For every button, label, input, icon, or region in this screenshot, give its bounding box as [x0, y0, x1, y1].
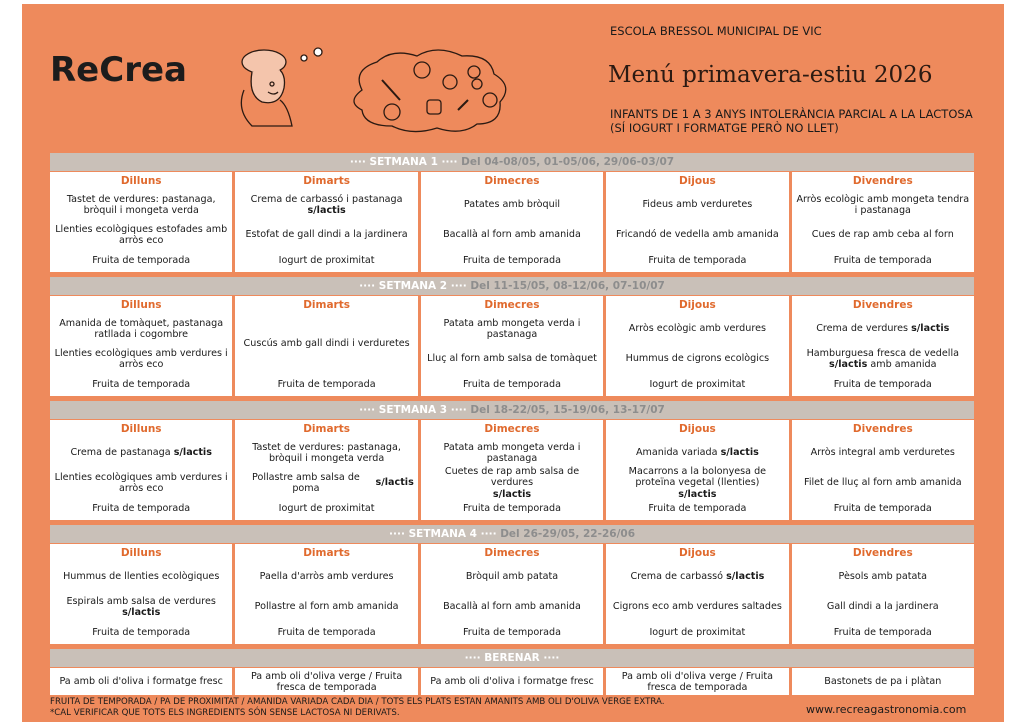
dish: Hummus de cigrons ecològics: [625, 353, 770, 365]
week-4-monday: [50, 544, 232, 644]
dish: Fruita de temporada: [92, 503, 191, 515]
menu-subtitle: [610, 107, 1000, 135]
week-2-tuesday: [235, 296, 417, 396]
snack-bar: ···· BERENAR ····: [50, 649, 974, 667]
dish: Crema de pastanaga s/lactis: [70, 447, 212, 459]
day-header: Dilluns: [120, 175, 162, 187]
dish: Cigrons eco amb verdures saltades: [612, 601, 782, 613]
dish: Pollastre amb salsa de poma s/lactis: [252, 471, 414, 494]
footer-notes: [50, 697, 664, 718]
week-4-wednesday: [421, 544, 603, 644]
dish: Patates amb bròquil: [463, 199, 561, 211]
dish: Fruita de temporada: [277, 379, 376, 391]
menu-sheet: [22, 4, 1004, 722]
menu-title: Menú primavera-estiu 2026: [608, 62, 933, 88]
dish: Fideus amb verduretes: [642, 199, 753, 211]
dish: Filet de lluç al forn amb amanida: [804, 477, 962, 489]
snack-item: Pa amb oli d'oliva verge / Fruita fresca de temporada: [235, 668, 417, 695]
week-2-friday: [792, 296, 974, 396]
snack-item: Bastonets de pa i plàtan: [792, 668, 974, 695]
snack-item: Pa amb oli d'oliva i formatge fresc: [50, 668, 232, 695]
subtitle-line-2: (SÍ IOGURT I FORMATGE PERÒ NO LLET): [610, 121, 839, 135]
dish: Macarrons a la bolonyesa de proteïna vegetal (llenties) s/lactis: [628, 465, 767, 500]
week-1-wednesday: [421, 172, 603, 272]
footer-line-2: *CAL VERIFICAR QUE TOTS ELS INGREDIENTS SÓN SENSE LACTOSA NI DERIVATS.: [50, 707, 400, 718]
dish: Espirals amb salsa de verdures s/lactis: [66, 595, 216, 618]
week-1-tuesday: [235, 172, 417, 272]
week-3-bar: [50, 401, 974, 419]
day-header: Dijous: [678, 423, 716, 435]
dish: Fruita de temporada: [833, 255, 932, 267]
day-header: Dimecres: [484, 175, 540, 187]
day-header: Dijous: [678, 547, 716, 559]
dish: Fruita de temporada: [462, 379, 561, 391]
subtitle-line-1: INFANTS DE 1 A 3 ANYS INTOLERÀNCIA PARCIAL A LA LACTOSA: [610, 107, 973, 121]
dish: Crema de verdures s/lactis: [816, 323, 950, 335]
week-3-thursday: [606, 420, 788, 520]
dish: Iogurt de proximitat: [649, 627, 746, 639]
dish: Crema de carbassó i pastanaga s/lactis: [250, 193, 403, 216]
week-4-tuesday: [235, 544, 417, 644]
dish: Llenties ecològiques amb verdures i arròs eco: [54, 471, 228, 494]
dish: Fruita de temporada: [833, 503, 932, 515]
dish: Iogurt de proximitat: [649, 379, 746, 391]
week-1-thursday: [606, 172, 788, 272]
week-2-wednesday: [421, 296, 603, 396]
dish: Llenties ecològiques estofades amb arròs eco: [55, 223, 228, 246]
week-3-monday: [50, 420, 232, 520]
day-header: Dimarts: [303, 175, 350, 187]
week-4-bar: [50, 525, 974, 543]
week-2-monday: [50, 296, 232, 396]
footer-line-1: FRUITA DE TEMPORADA / PA DE PROXIMITAT / AMANIDA VARIADA CADA DIA / TOTS ELS PLATS ESTAN AMANITS AMB OLI D'OLIVA VERGE EXTRA.: [50, 697, 665, 707]
dish: Cuetes de rap amb salsa de verdures s/lactis: [444, 465, 580, 500]
dish: Fruita de temporada: [648, 503, 747, 515]
dish: Fricandó de vedella amb amanida: [616, 229, 779, 241]
week-2-label: ···· SETMANA 2 ····: [359, 280, 467, 292]
dish: Tastet de verdures: pastanaga, bròquil i mongeta verda: [252, 441, 401, 464]
week-3-wednesday: [421, 420, 603, 520]
week-1-dates: Del 04-08/05, 01-05/06, 29/06-03/07: [461, 156, 675, 168]
dish: Fruita de temporada: [462, 627, 561, 639]
recrea-logo: ReCrea: [50, 50, 187, 90]
week-1-grid: [50, 172, 974, 272]
dish: Iogurt de proximitat: [278, 503, 375, 515]
snack-row: [50, 668, 974, 695]
week-2-thursday: [606, 296, 788, 396]
day-header: Dimarts: [303, 547, 350, 559]
dish: Estofat de gall dindi a la jardinera: [245, 229, 408, 241]
dish: Bacallà al forn amb amanida: [443, 601, 581, 613]
dish: Fruita de temporada: [462, 255, 561, 267]
dish: Cuscús amb gall dindi i verduretes: [243, 338, 410, 350]
dish: Patata amb mongeta verda i pastanaga: [443, 317, 581, 340]
week-4-dates: Del 26-29/05, 22-26/06: [500, 528, 636, 540]
dish: Crema de carbassó s/lactis: [630, 571, 765, 583]
dish: Hummus de llenties ecològiques: [63, 571, 220, 583]
day-header: Dimarts: [303, 423, 350, 435]
dish: Tastet de verdures: pastanaga, bròquil i mongeta verda: [66, 193, 216, 216]
week-4-thursday: [606, 544, 788, 644]
day-header: Dimecres: [484, 547, 540, 559]
dish: Arròs integral amb verduretes: [810, 447, 955, 459]
dish: Fruita de temporada: [92, 627, 191, 639]
week-1-friday: [792, 172, 974, 272]
week-3-grid: [50, 420, 974, 520]
week-3-tuesday: [235, 420, 417, 520]
dish: Amanida variada s/lactis: [635, 447, 759, 459]
dish: Iogurt de proximitat: [278, 255, 375, 267]
dish: Fruita de temporada: [833, 627, 932, 639]
snack-item: Pa amb oli d'oliva verge / Fruita fresca de temporada: [606, 668, 788, 695]
day-header: Dilluns: [120, 423, 162, 435]
dish: Fruita de temporada: [277, 627, 376, 639]
dish: Llenties ecològiques amb verdures i arròs eco: [54, 347, 228, 370]
day-header: Divendres: [852, 423, 913, 435]
week-3-label: ···· SETMANA 3 ····: [359, 404, 467, 416]
website-link[interactable]: www.recreagastronomia.com: [806, 703, 967, 716]
dish: Gall dindi a la jardinera: [826, 601, 939, 613]
dish: Arròs ecològic amb verdures: [628, 323, 766, 335]
dish: Bacallà al forn amb amanida: [443, 229, 581, 241]
dish: Patata amb mongeta verda i pastanaga: [443, 441, 581, 464]
week-1-label: ···· SETMANA 1 ····: [349, 156, 458, 168]
week-2-bar: [50, 277, 974, 295]
day-header: Dimarts: [303, 299, 350, 311]
dish: Fruita de temporada: [92, 379, 191, 391]
day-header: Divendres: [852, 547, 913, 559]
day-header: Dilluns: [120, 547, 162, 559]
dish: Paella d'arròs amb verdures: [259, 571, 394, 583]
week-4-friday: [792, 544, 974, 644]
dish: Cues de rap amb ceba al forn: [811, 229, 954, 241]
dish: Pollastre al forn amb amanida: [254, 601, 399, 613]
dish: Fruita de temporada: [462, 503, 561, 515]
week-3-dates: Del 18-22/05, 15-19/06, 13-17/07: [470, 404, 665, 416]
week-2-grid: [50, 296, 974, 396]
day-header: Dimecres: [484, 299, 540, 311]
week-1-monday: [50, 172, 232, 272]
school-name: ESCOLA BRESSOL MUNICIPAL DE VIC: [610, 24, 822, 38]
dish: Arròs ecològic amb mongeta tendra i pastanaga: [796, 193, 970, 216]
dish: Fruita de temporada: [92, 255, 191, 267]
day-header: Divendres: [852, 175, 913, 187]
dish: Fruita de temporada: [648, 255, 747, 267]
week-4-grid: [50, 544, 974, 644]
chef-illustration: [222, 40, 562, 136]
day-header: Divendres: [852, 299, 913, 311]
day-header: Dimecres: [484, 423, 540, 435]
day-header: Dijous: [678, 175, 716, 187]
dish: Hamburguesa fresca de vedella s/lactis amb amanida: [806, 347, 959, 370]
dish: Fruita de temporada: [833, 379, 932, 391]
day-header: Dilluns: [120, 299, 162, 311]
week-4-label: ···· SETMANA 4 ····: [388, 528, 497, 540]
week-1-bar: [50, 153, 974, 171]
dish: Amanida de tomàquet, pastanaga ratllada i cogombre: [59, 317, 224, 340]
dish: Pèsols amb patata: [838, 571, 928, 583]
week-3-friday: [792, 420, 974, 520]
dish: Bròquil amb patata: [465, 571, 559, 583]
dish: Lluç al forn amb salsa de tomàquet: [427, 353, 597, 365]
day-header: Dijous: [678, 299, 716, 311]
week-2-dates: Del 11-15/05, 08-12/06, 07-10/07: [470, 280, 665, 292]
snack-item: Pa amb oli d'oliva i formatge fresc: [421, 668, 603, 695]
